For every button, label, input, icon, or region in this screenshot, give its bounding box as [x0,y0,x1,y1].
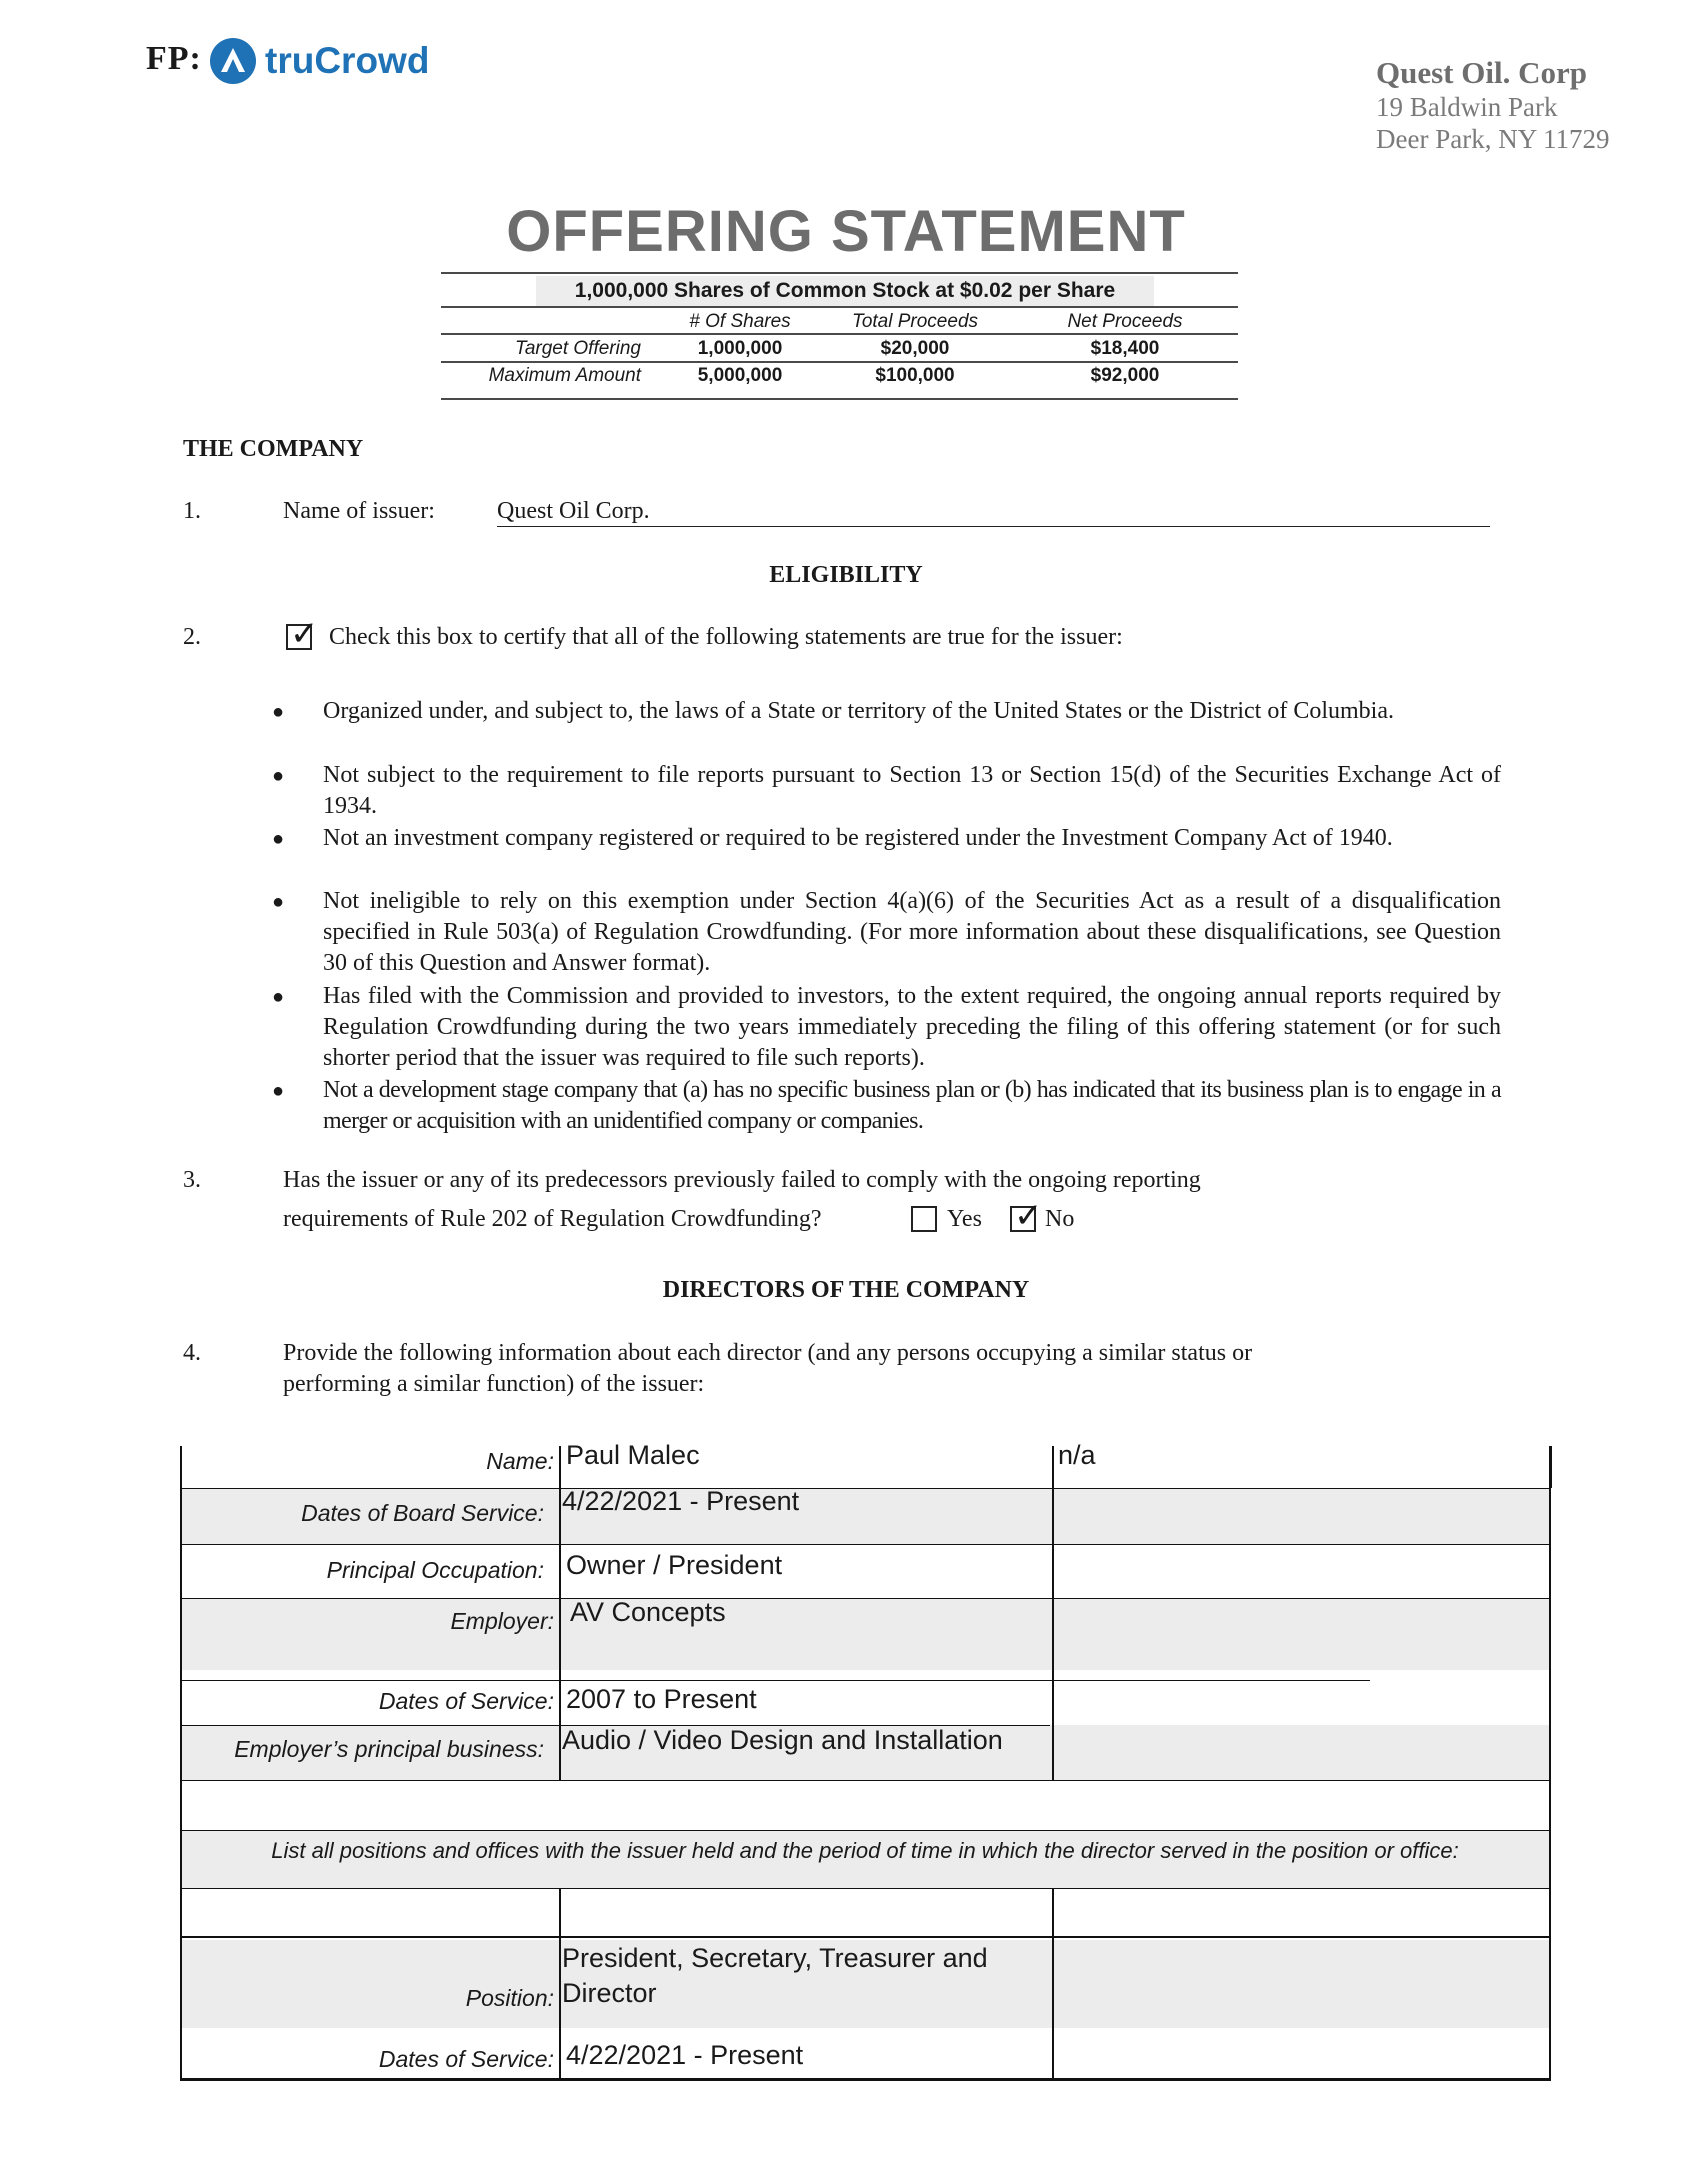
col-header-net: Net Proceeds [1067,311,1183,332]
eligibility-bullet: Not an investment company registered or required to be registered under the Investment Company Act of 1940. [323,825,1393,851]
employer-value: AV Concepts [570,1597,726,1627]
position-value-line1: President, Secretary, Treasurer and [562,1943,988,1973]
principal-occupation-value: Owner / President [566,1550,783,1580]
bullet-icon: ● [272,986,285,1008]
certify-checkbox[interactable] [286,614,319,654]
q4-text-line2: performing a similar function) of the issuer: [283,1371,705,1397]
col-header-total: Total Proceeds [851,311,979,332]
table-border [1052,1888,1054,2081]
q4-text-line1: Provide the following information about each director (and any persons occupying a similar status or [283,1340,1253,1366]
positions-prompt: List all positions and offices with the issuer held and the period of time in which the director served in the position or office: [271,1838,1459,1863]
bullet-icon: ● [272,765,285,787]
table-border [559,1446,561,1780]
director-name-value-2: n/a [1058,1440,1096,1470]
position-dates-label: Dates of Service: [378,2046,554,2072]
offering-subtitle: 1,000,000 Shares of Common Stock at $0.02 per Share [574,279,1116,302]
divider [441,306,1238,308]
employer-service-dates-value: 2007 to Present [566,1684,757,1714]
eligibility-bullet: Not subject to the requirement to file reports pursuant to Section 13 or Section 15(d) of the Securities Exchange Act of 1934. [323,762,1501,819]
employer-service-dates-label: Dates of Service: [378,1688,554,1714]
divider [441,272,1238,274]
company-address-line1: 19 Baldwin Park [1376,92,1558,122]
table-border [180,1488,182,2081]
employer-label: Employer: [450,1608,554,1634]
offering-statement-title: OFFERING STATEMENT [506,199,1186,264]
issuer-name-underline [497,526,1490,527]
certify-statement: Check this box to certify that all of the following statements are true for the issuer: [329,624,1123,650]
section-heading-company: THE COMPANY [183,436,364,462]
table-border [1052,1446,1054,1780]
table-border [180,1680,1370,1681]
row-label-maximum: Maximum Amount [488,365,641,386]
section-heading-eligibility: ELIGIBILITY [769,562,923,588]
target-net: $18,400 [1090,338,1160,359]
eligibility-bullet: Not a development stage company that (a) has no specific business plan or (b) has indicated that its business plan is to engage in a merger or acquisition with an unidentified company or companies. [323,1077,1501,1134]
question-number: 3. [183,1167,201,1193]
company-name: Quest Oil. Corp [1376,55,1587,90]
maximum-shares: 5,000,000 [697,365,783,386]
trucrowd-logo-text: truCrowd [265,40,430,81]
company-address-line2: Deer Park, NY 11729 [1376,124,1610,154]
q3-text-line1: Has the issuer or any of its predecessors previously failed to comply with the ongoing reporting [283,1167,1201,1193]
row-label-target: Target Offering [514,338,641,359]
position-dates-value: 4/22/2021 - Present [566,2040,804,2070]
bullet-icon: ● [272,1080,285,1102]
table-border [180,1780,1550,1781]
yes-label: Yes [947,1206,982,1232]
bullet-icon: ● [272,828,285,850]
q3-text-line2: requirements of Rule 202 of Regulation Crowdfunding? [283,1206,822,1232]
table-border [180,2078,1550,2081]
director-name-label: Name: [486,1448,554,1474]
table-border [180,1598,1550,1599]
issuer-name-value: Quest Oil Corp. [497,498,650,524]
director-name-value: Paul Malec [566,1440,700,1470]
question-number: 2. [183,624,201,650]
no-checkbox[interactable] [1010,1196,1043,1236]
maximum-total: $100,000 [875,365,955,386]
maximum-net: $92,000 [1090,365,1160,386]
eligibility-bullet: Has filed with the Commission and provided to investors, to the extent required, the ongoing annual reports required by Regulation Crowdfunding during the two years immediately preceding the filing of this offering statement (or for such shorter period that the issuer was required to file such reports). [323,983,1501,1071]
divider [441,398,1238,400]
divider [441,361,1238,363]
employer-business-label: Employer’s principal business: [234,1736,544,1762]
table-border [1549,1488,1551,2081]
divider [441,333,1238,335]
table-border [180,1488,1550,1489]
checkmark-icon: ✓ [1014,1196,1043,1236]
section-heading-directors: DIRECTORS OF THE COMPANY [662,1277,1030,1303]
target-shares: 1,000,000 [697,338,783,359]
table-border [559,1888,561,2081]
question-number: 4. [183,1340,201,1366]
no-label: No [1045,1206,1075,1232]
principal-occupation-label: Principal Occupation: [326,1557,544,1583]
fp-label: FP: [146,40,202,77]
table-border [180,1446,182,1488]
eligibility-bullet: Organized under, and subject to, the laws of a State or territory of the United States or the District of Columbia. [323,698,1394,724]
bullet-icon: ● [272,891,285,913]
table-border [180,1888,1550,1889]
position-value-line2: Director [562,1978,657,2008]
eligibility-bullet: Not ineligible to rely on this exemption under Section 4(a)(6) of the Securities Act as a result of a disqualification specified in Rule 503(a) of Regulation Crowdfunding. (For more information about these disqualifications, see Question 30 of this Question and Answer format). [323,888,1501,976]
target-total: $20,000 [880,338,950,359]
board-service-value: 4/22/2021 - Present [562,1486,800,1516]
yes-checkbox[interactable] [911,1206,937,1232]
table-border [180,1544,1550,1545]
employer-business-value: Audio / Video Design and Installation [562,1725,1003,1755]
question-number: 1. [183,498,201,524]
col-header-shares: # Of Shares [689,311,791,332]
table-border [1549,1446,1552,1488]
issuer-name-label: Name of issuer: [283,498,435,524]
trucrowd-logo-icon [208,36,258,86]
bullet-icon: ● [272,701,285,723]
table-border [180,1936,1550,1938]
board-service-label: Dates of Board Service: [301,1500,544,1526]
table-border [180,1830,1550,1831]
position-label: Position: [465,1985,554,2011]
checkmark-icon: ✓ [290,614,319,654]
